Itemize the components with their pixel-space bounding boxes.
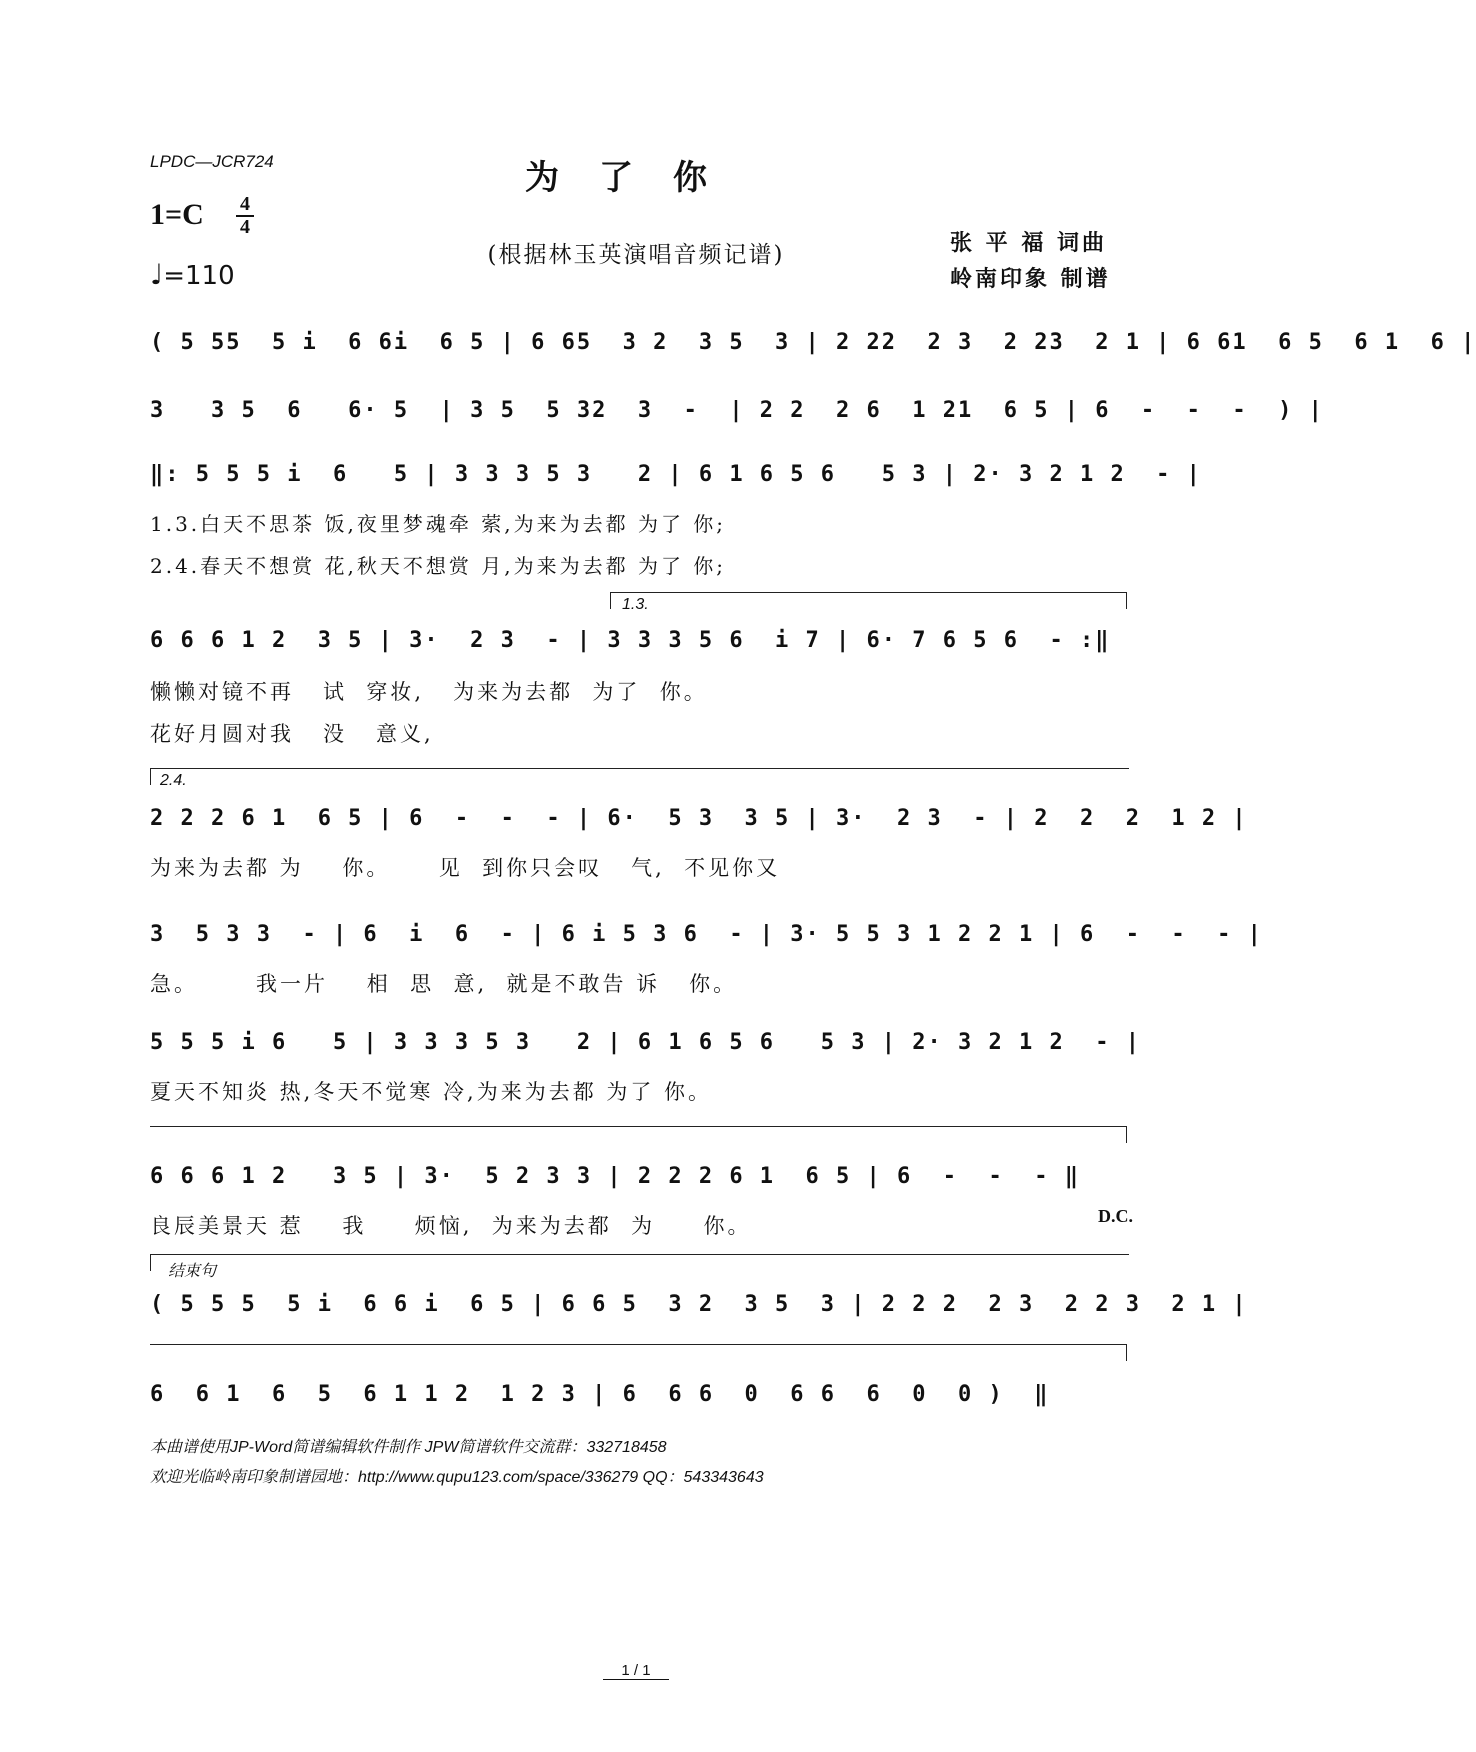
notation-line: 6 6 6 1 2 3 5 | 3· 2 3 - | 3 3 3 5 6 i 7 | 6· 7 6 5 6 - :‖ xyxy=(150,628,1111,653)
page-number-text: 1 / 1 xyxy=(603,1662,668,1680)
time-signature-top: 4 xyxy=(240,193,250,215)
song-title: 为了你 xyxy=(525,158,747,198)
credit-words-music: 张 平 福 词曲 xyxy=(950,230,1107,256)
notation-line: ‖: 5 5 5 i 6 5 | 3 3 3 5 3 2 | 6 1 6 5 6 5 3 | 2· 3 2 1 2 - | xyxy=(150,462,1202,487)
notation-line: 6 6 6 1 2 3 5 | 3· 5 2 3 3 | 2 2 2 6 1 6 5 | 6 - - - ‖ xyxy=(150,1164,1080,1189)
notation-line: 3 3 5 6 6· 5 | 3 5 5 32 3 - | 2 2 2 6 1 21 6 5 | 6 - - - ) | xyxy=(150,398,1324,423)
volta-bracket xyxy=(610,592,1127,609)
volta-label: 结束句 xyxy=(168,1263,217,1280)
footer-website-note: 欢迎光临岭南印象制谱园地：http://www.qupu123.com/space/336279 QQ：543343643 xyxy=(150,1469,764,1486)
volta-label: 2.4. xyxy=(160,772,187,789)
footer-software-note: 本曲谱使用JP-Word简谱编辑软件制作 JPW简谱软件交流群：332718458 xyxy=(150,1439,667,1456)
page-number xyxy=(0,1662,1272,1680)
tempo-value: =110 xyxy=(163,261,235,291)
volta-bracket xyxy=(150,768,1129,785)
notation-line: ( 5 5 5 5 i 6 6 i 6 5 | 6 6 5 3 2 3 5 3 | 2 2 2 2 3 2 2 3 2 1 | xyxy=(150,1292,1248,1317)
lyric-line: 懒懒对镜不再 试 穿妆, 为来为去都 为了 你。 xyxy=(150,680,708,704)
lyric-line: 1.3.白天不思茶 饭,夜里梦魂牵 萦,为来为去都 为了 你; xyxy=(150,512,727,536)
lyric-line: 2.4.春天不想赏 花,秋天不想赏 月,为来为去都 为了 你; xyxy=(150,554,727,578)
lyric-line: 夏天不知炎 热,冬天不觉寒 冷,为来为去都 为了 你。 xyxy=(150,1080,713,1104)
da-capo-marking: D.C. xyxy=(1098,1206,1133,1226)
volta-bracket xyxy=(150,1254,1129,1271)
lyric-line: 花好月圆对我 没 意义, xyxy=(150,722,434,746)
lyric-line: 急。 我一片 相 思 意, 就是不敢告 诉 你。 xyxy=(150,972,738,996)
notation-line: 5 5 5 i 6 5 | 3 3 3 5 3 2 | 6 1 6 5 6 5 3 | 2· 3 2 1 2 - | xyxy=(150,1030,1141,1055)
quarter-note-icon: ♩ xyxy=(150,258,164,291)
lyric-line: 良辰美景天 惹 我 烦恼, 为来为去都 为 你。 xyxy=(150,1214,752,1238)
volta-label: 1.3. xyxy=(622,596,649,613)
subtitle: (根据林玉英演唱音频记谱) xyxy=(487,242,785,268)
section-line xyxy=(150,1126,1127,1143)
notation-line: 2 2 2 6 1 6 5 | 6 - - - | 6· 5 3 3 5 | 3· 2 3 - | 2 2 2 1 2 | xyxy=(150,806,1248,831)
score-code: LPDC—JCR724 xyxy=(150,152,274,171)
notation-line: ( 5 55 5 i 6 6i 6 5 | 6 65 3 2 3 5 3 | 2 22 2 3 2 23 2 1 | 6 61 6 5 6 1 6 | xyxy=(150,330,1476,355)
section-line xyxy=(150,1344,1127,1361)
notation-line: 6 6 1 6 5 6 1 1 2 1 2 3 | 6 6 6 0 6 6 6 0 0 ) ‖ xyxy=(150,1382,1050,1407)
time-signature xyxy=(236,195,254,237)
lyric-line: 为来为去都 为 你。 见 到你只会叹 气, 不见你又 xyxy=(150,856,781,880)
time-signature-bottom: 4 xyxy=(240,216,250,238)
notation-line: 3 5 3 3 - | 6 i 6 - | 6 i 5 3 6 - | 3· 5 5 3 1 2 2 1 | 6 - - - | xyxy=(150,922,1263,947)
credit-transcriber: 岭南印象 制谱 xyxy=(950,266,1111,292)
key-signature: 1=C xyxy=(150,198,204,231)
